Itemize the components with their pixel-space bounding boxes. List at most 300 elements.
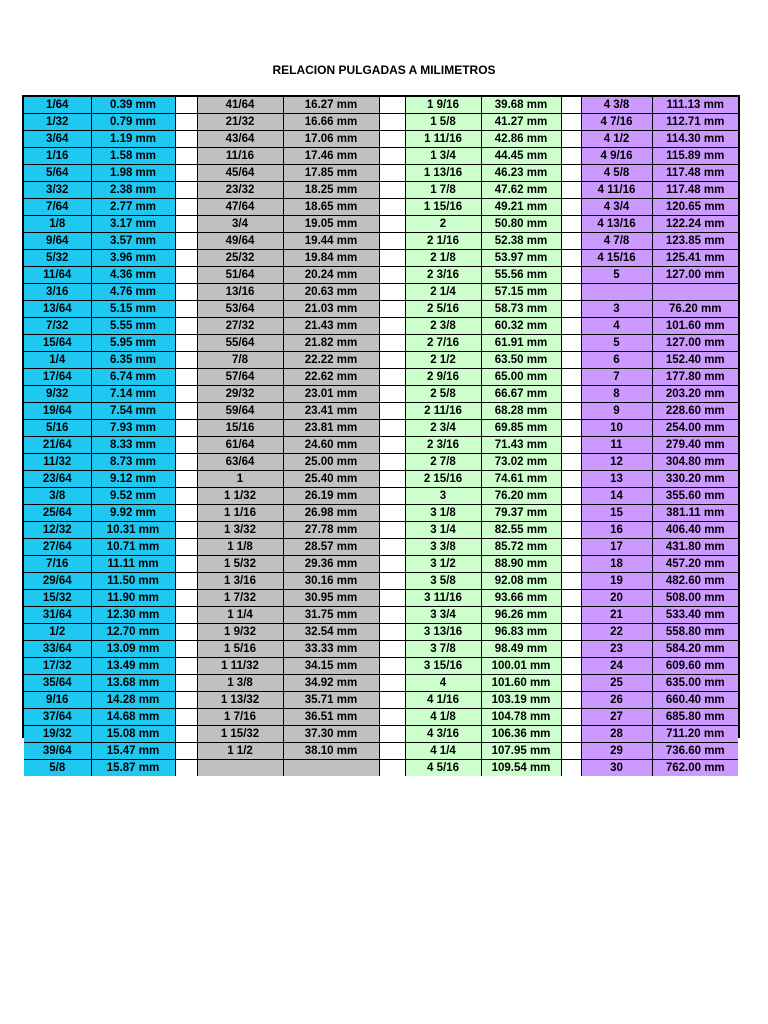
mm-cell: 79.37 mm [481, 505, 561, 522]
mm-cell: 2.77 mm [91, 199, 175, 216]
mm-cell: 41.27 mm [481, 114, 561, 131]
column-gap [175, 318, 197, 335]
mm-cell: 85.72 mm [481, 539, 561, 556]
column-gap [379, 437, 405, 454]
column-gap [379, 267, 405, 284]
inch-cell: 1 5/8 [405, 114, 481, 131]
column-gap [175, 386, 197, 403]
inch-cell: 1/8 [24, 216, 91, 233]
column-gap [561, 352, 581, 369]
mm-cell: 14.68 mm [91, 709, 175, 726]
column-gap [175, 743, 197, 760]
mm-cell: 7.54 mm [91, 403, 175, 420]
mm-cell: 21.03 mm [283, 301, 379, 318]
inch-cell: 15/64 [24, 335, 91, 352]
inch-cell: 9/16 [24, 692, 91, 709]
inch-cell: 22 [581, 624, 652, 641]
column-gap [379, 114, 405, 131]
column-gap [379, 318, 405, 335]
inch-cell: 20 [581, 590, 652, 607]
column-gap [561, 454, 581, 471]
mm-cell: 46.23 mm [481, 165, 561, 182]
column-gap [379, 403, 405, 420]
inch-cell: 63/64 [197, 454, 283, 471]
mm-cell: 34.15 mm [283, 658, 379, 675]
mm-cell: 5.15 mm [91, 301, 175, 318]
mm-cell: 23.81 mm [283, 420, 379, 437]
column-gap [379, 454, 405, 471]
inch-cell: 25/64 [24, 505, 91, 522]
inch-cell: 2 15/16 [405, 471, 481, 488]
mm-cell: 65.00 mm [481, 369, 561, 386]
inch-cell: 2 7/16 [405, 335, 481, 352]
inch-cell: 7/16 [24, 556, 91, 573]
table-row [24, 607, 738, 624]
inch-cell: 47/64 [197, 199, 283, 216]
mm-cell: 31.75 mm [283, 607, 379, 624]
column-gap [561, 437, 581, 454]
column-gap [175, 165, 197, 182]
column-gap [175, 369, 197, 386]
mm-cell: 60.32 mm [481, 318, 561, 335]
mm-cell: 73.02 mm [481, 454, 561, 471]
inch-cell: 29 [581, 743, 652, 760]
column-gap [379, 335, 405, 352]
table-row [24, 488, 738, 505]
inch-cell: 7 [581, 369, 652, 386]
inch-cell: 17 [581, 539, 652, 556]
table-row [24, 199, 738, 216]
mm-cell: 123.85 mm [652, 233, 738, 250]
inch-cell: 4 1/16 [405, 692, 481, 709]
inch-cell: 11/32 [24, 454, 91, 471]
inch-cell: 3/8 [24, 488, 91, 505]
inch-cell: 3/64 [24, 131, 91, 148]
inch-cell: 2 3/16 [405, 437, 481, 454]
mm-cell: 4.76 mm [91, 284, 175, 301]
inch-cell: 11/64 [24, 267, 91, 284]
inch-cell: 14 [581, 488, 652, 505]
table-row [24, 403, 738, 420]
table-row [24, 556, 738, 573]
inch-cell: 4 9/16 [581, 148, 652, 165]
inch-cell: 4 11/16 [581, 182, 652, 199]
table-row [24, 590, 738, 607]
column-gap [561, 182, 581, 199]
inch-cell: 12 [581, 454, 652, 471]
mm-cell: 63.50 mm [481, 352, 561, 369]
inch-cell: 7/8 [197, 352, 283, 369]
inch-cell: 3 3/4 [405, 607, 481, 624]
column-gap [561, 165, 581, 182]
mm-cell: 42.86 mm [481, 131, 561, 148]
mm-cell: 19.84 mm [283, 250, 379, 267]
inch-cell: 12/32 [24, 522, 91, 539]
inch-cell: 1 1/16 [197, 505, 283, 522]
table-row [24, 675, 738, 692]
table-row [24, 437, 738, 454]
inch-cell: 27/64 [24, 539, 91, 556]
inch-cell: 45/64 [197, 165, 283, 182]
column-gap [561, 369, 581, 386]
inch-cell [581, 284, 652, 301]
table-row [24, 420, 738, 437]
table-row [24, 335, 738, 352]
mm-cell: 36.51 mm [283, 709, 379, 726]
mm-cell [283, 760, 379, 777]
mm-cell: 11.11 mm [91, 556, 175, 573]
inch-cell: 1 3/32 [197, 522, 283, 539]
mm-cell: 18.25 mm [283, 182, 379, 199]
mm-cell: 4.36 mm [91, 267, 175, 284]
inch-cell: 21 [581, 607, 652, 624]
column-gap [561, 658, 581, 675]
column-gap [379, 182, 405, 199]
inch-cell: 28 [581, 726, 652, 743]
mm-cell: 30.95 mm [283, 590, 379, 607]
column-gap [175, 437, 197, 454]
table-row [24, 182, 738, 199]
column-gap [379, 539, 405, 556]
mm-cell: 26.19 mm [283, 488, 379, 505]
inch-cell: 33/64 [24, 641, 91, 658]
conversion-table-frame [22, 95, 740, 774]
mm-cell: 16.66 mm [283, 114, 379, 131]
inch-cell: 3 5/8 [405, 573, 481, 590]
mm-cell: 101.60 mm [481, 675, 561, 692]
inch-cell: 21/64 [24, 437, 91, 454]
column-gap [379, 369, 405, 386]
mm-cell: 6.74 mm [91, 369, 175, 386]
mm-cell: 13.49 mm [91, 658, 175, 675]
mm-cell: 115.89 mm [652, 148, 738, 165]
column-gap [561, 301, 581, 318]
mm-cell: 19.44 mm [283, 233, 379, 250]
mm-cell: 111.13 mm [652, 97, 738, 114]
mm-cell: 177.80 mm [652, 369, 738, 386]
inch-cell: 2 1/8 [405, 250, 481, 267]
table-row [24, 709, 738, 726]
table-row [24, 573, 738, 590]
inch-cell: 23/64 [24, 471, 91, 488]
inch-cell: 4 5/16 [405, 760, 481, 777]
inch-cell: 4 1/4 [405, 743, 481, 760]
mm-cell: 76.20 mm [481, 488, 561, 505]
table-row [24, 318, 738, 335]
inch-cell: 5/64 [24, 165, 91, 182]
mm-cell: 106.36 mm [481, 726, 561, 743]
column-gap [175, 556, 197, 573]
inch-cell: 21/32 [197, 114, 283, 131]
column-gap [379, 641, 405, 658]
inch-cell: 2 3/16 [405, 267, 481, 284]
mm-cell: 16.27 mm [283, 97, 379, 114]
inch-cell: 4 [581, 318, 652, 335]
column-gap [379, 420, 405, 437]
inch-cell: 1 1/4 [197, 607, 283, 624]
table-row [24, 233, 738, 250]
column-gap [175, 607, 197, 624]
column-gap [175, 148, 197, 165]
column-gap [379, 760, 405, 777]
mm-cell: 12.70 mm [91, 624, 175, 641]
column-gap [561, 760, 581, 777]
inch-cell: 1 9/32 [197, 624, 283, 641]
mm-cell: 17.06 mm [283, 131, 379, 148]
mm-cell: 25.40 mm [283, 471, 379, 488]
inch-cell: 57/64 [197, 369, 283, 386]
column-gap [175, 760, 197, 777]
inch-cell: 3 1/4 [405, 522, 481, 539]
mm-cell: 34.92 mm [283, 675, 379, 692]
inch-cell: 23 [581, 641, 652, 658]
mm-cell: 15.08 mm [91, 726, 175, 743]
table-row [24, 250, 738, 267]
mm-cell: 103.19 mm [481, 692, 561, 709]
inch-cell: 31/64 [24, 607, 91, 624]
inch-cell: 1 7/32 [197, 590, 283, 607]
mm-cell: 5.95 mm [91, 335, 175, 352]
table-row [24, 692, 738, 709]
mm-cell: 0.79 mm [91, 114, 175, 131]
mm-cell: 11.50 mm [91, 573, 175, 590]
inch-cell: 19 [581, 573, 652, 590]
inch-cell: 1 11/16 [405, 131, 481, 148]
column-gap [379, 573, 405, 590]
column-gap [561, 692, 581, 709]
inch-cell: 2 5/16 [405, 301, 481, 318]
column-gap [175, 726, 197, 743]
mm-cell: 20.24 mm [283, 267, 379, 284]
mm-cell: 762.00 mm [652, 760, 738, 777]
table-row [24, 641, 738, 658]
inch-cell: 1 15/16 [405, 199, 481, 216]
inch-cell: 4 3/4 [581, 199, 652, 216]
column-gap [175, 658, 197, 675]
column-gap [175, 709, 197, 726]
column-gap [175, 114, 197, 131]
inch-cell: 9/32 [24, 386, 91, 403]
mm-cell: 117.48 mm [652, 182, 738, 199]
inch-cell: 1 [197, 471, 283, 488]
inch-cell: 1 1/2 [197, 743, 283, 760]
column-gap [379, 505, 405, 522]
column-gap [175, 131, 197, 148]
column-gap [379, 165, 405, 182]
column-gap [561, 573, 581, 590]
column-gap [175, 199, 197, 216]
mm-cell [652, 284, 738, 301]
conversion-table [24, 97, 738, 776]
column-gap [561, 386, 581, 403]
inch-cell: 51/64 [197, 267, 283, 284]
column-gap [561, 148, 581, 165]
inch-cell: 13/16 [197, 284, 283, 301]
mm-cell: 14.28 mm [91, 692, 175, 709]
table-row [24, 658, 738, 675]
mm-cell: 32.54 mm [283, 624, 379, 641]
column-gap [561, 522, 581, 539]
column-gap [561, 199, 581, 216]
mm-cell: 3.96 mm [91, 250, 175, 267]
column-gap [561, 488, 581, 505]
mm-cell: 92.08 mm [481, 573, 561, 590]
inch-cell: 25 [581, 675, 652, 692]
mm-cell: 660.40 mm [652, 692, 738, 709]
inch-cell: 27/32 [197, 318, 283, 335]
inch-cell: 2 [405, 216, 481, 233]
inch-cell: 30 [581, 760, 652, 777]
inch-cell: 3/32 [24, 182, 91, 199]
column-gap [561, 539, 581, 556]
mm-cell: 19.05 mm [283, 216, 379, 233]
mm-cell: 100.01 mm [481, 658, 561, 675]
column-gap [175, 573, 197, 590]
inch-cell: 5 [581, 335, 652, 352]
column-gap [379, 233, 405, 250]
inch-cell: 18 [581, 556, 652, 573]
table-row [24, 760, 738, 777]
column-gap [561, 624, 581, 641]
mm-cell: 3.17 mm [91, 216, 175, 233]
mm-cell: 1.19 mm [91, 131, 175, 148]
inch-cell: 1 5/32 [197, 556, 283, 573]
mm-cell: 203.20 mm [652, 386, 738, 403]
table-row [24, 539, 738, 556]
table-row [24, 301, 738, 318]
mm-cell: 122.24 mm [652, 216, 738, 233]
inch-cell: 4 13/16 [581, 216, 652, 233]
inch-cell: 3/4 [197, 216, 283, 233]
mm-cell: 482.60 mm [652, 573, 738, 590]
table-row [24, 624, 738, 641]
inch-cell: 9 [581, 403, 652, 420]
inch-cell: 3 7/8 [405, 641, 481, 658]
mm-cell: 22.22 mm [283, 352, 379, 369]
mm-cell: 13.68 mm [91, 675, 175, 692]
mm-cell: 93.66 mm [481, 590, 561, 607]
table-row [24, 369, 738, 386]
table-row [24, 114, 738, 131]
mm-cell: 53.97 mm [481, 250, 561, 267]
column-gap [561, 420, 581, 437]
column-gap [561, 250, 581, 267]
inch-cell: 1 5/16 [197, 641, 283, 658]
mm-cell: 38.10 mm [283, 743, 379, 760]
column-gap [561, 641, 581, 658]
column-gap [175, 301, 197, 318]
inch-cell: 11 [581, 437, 652, 454]
column-gap [561, 607, 581, 624]
inch-cell: 29/64 [24, 573, 91, 590]
inch-cell: 25/32 [197, 250, 283, 267]
table-row [24, 131, 738, 148]
mm-cell: 9.52 mm [91, 488, 175, 505]
column-gap [175, 590, 197, 607]
inch-cell: 4 7/16 [581, 114, 652, 131]
mm-cell: 736.60 mm [652, 743, 738, 760]
column-gap [379, 726, 405, 743]
table-row [24, 386, 738, 403]
inch-cell: 24 [581, 658, 652, 675]
column-gap [175, 454, 197, 471]
mm-cell: 33.33 mm [283, 641, 379, 658]
mm-cell: 47.62 mm [481, 182, 561, 199]
column-gap [379, 301, 405, 318]
column-gap [379, 709, 405, 726]
column-gap [379, 471, 405, 488]
mm-cell: 17.46 mm [283, 148, 379, 165]
mm-cell: 11.90 mm [91, 590, 175, 607]
mm-cell: 107.95 mm [481, 743, 561, 760]
inch-cell: 13 [581, 471, 652, 488]
column-gap [561, 335, 581, 352]
column-gap [379, 386, 405, 403]
inch-cell: 2 5/8 [405, 386, 481, 403]
mm-cell: 30.16 mm [283, 573, 379, 590]
column-gap [379, 216, 405, 233]
table-row [24, 148, 738, 165]
mm-cell: 6.35 mm [91, 352, 175, 369]
inch-cell: 1/64 [24, 97, 91, 114]
mm-cell: 69.85 mm [481, 420, 561, 437]
column-gap [561, 131, 581, 148]
mm-cell: 15.87 mm [91, 760, 175, 777]
column-gap [561, 284, 581, 301]
inch-cell: 2 3/4 [405, 420, 481, 437]
inch-cell: 7/64 [24, 199, 91, 216]
inch-cell: 17/64 [24, 369, 91, 386]
inch-cell: 1 13/32 [197, 692, 283, 709]
inch-cell: 1 1/32 [197, 488, 283, 505]
mm-cell: 20.63 mm [283, 284, 379, 301]
mm-cell: 12.30 mm [91, 607, 175, 624]
column-gap [175, 284, 197, 301]
table-row [24, 216, 738, 233]
mm-cell: 39.68 mm [481, 97, 561, 114]
column-gap [561, 233, 581, 250]
inch-cell: 10 [581, 420, 652, 437]
inch-cell: 1 3/16 [197, 573, 283, 590]
mm-cell: 117.48 mm [652, 165, 738, 182]
inch-cell: 43/64 [197, 131, 283, 148]
mm-cell: 330.20 mm [652, 471, 738, 488]
column-gap [561, 743, 581, 760]
mm-cell: 96.83 mm [481, 624, 561, 641]
mm-cell: 125.41 mm [652, 250, 738, 267]
column-gap [379, 624, 405, 641]
mm-cell: 685.80 mm [652, 709, 738, 726]
mm-cell: 127.00 mm [652, 335, 738, 352]
mm-cell: 711.20 mm [652, 726, 738, 743]
inch-cell: 1/32 [24, 114, 91, 131]
mm-cell: 29.36 mm [283, 556, 379, 573]
column-gap [561, 675, 581, 692]
inch-cell: 8 [581, 386, 652, 403]
inch-cell: 2 3/8 [405, 318, 481, 335]
inch-cell: 4 5/8 [581, 165, 652, 182]
inch-cell: 4 [405, 675, 481, 692]
mm-cell: 10.31 mm [91, 522, 175, 539]
mm-cell: 71.43 mm [481, 437, 561, 454]
mm-cell: 88.90 mm [481, 556, 561, 573]
mm-cell: 82.55 mm [481, 522, 561, 539]
inch-cell: 49/64 [197, 233, 283, 250]
column-gap [379, 556, 405, 573]
mm-cell: 8.73 mm [91, 454, 175, 471]
inch-cell: 16 [581, 522, 652, 539]
column-gap [175, 250, 197, 267]
